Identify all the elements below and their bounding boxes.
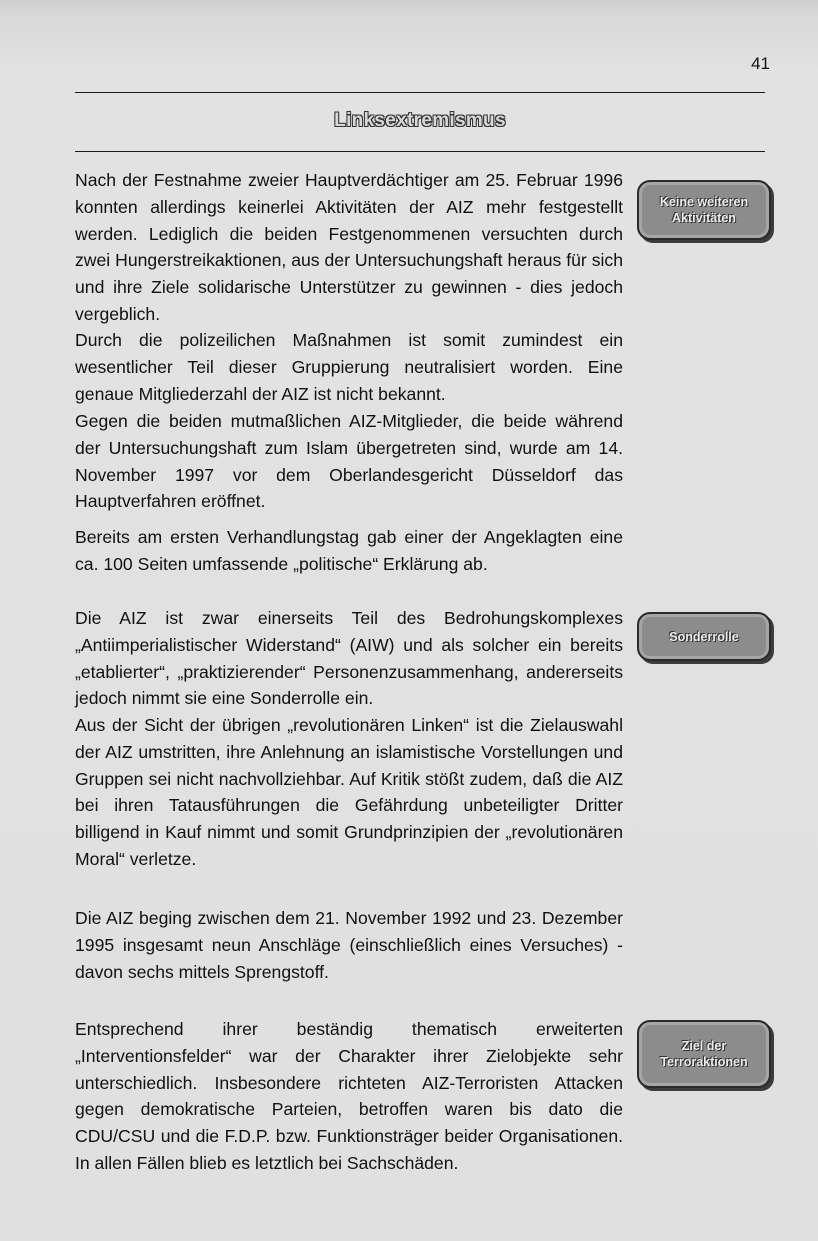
page-edge-shadow [0, 0, 818, 16]
paragraph-targets: Entsprechend ihrer beständig thematisch erweiterten „Interventionsfelder“ war der Charakter ihrer Zielobjekte sehr unterschiedlich. Insbesondere richteten AIZ-Terroristen Attacken gegen demokratische Parteien, betroffen waren bis dato die CDU/CSU und die F.D.P. bzw. Funktionsträger beider Organisationen. In allen Fällen blieb es letztlich bei Sachschäden. [75, 1019, 623, 1173]
paragraph-trial: Gegen die beiden mutmaßlichen AIZ-Mitglieder, die beide während der Untersuchungshaft zum Islam übergetreten sind, wurde am 14. November 1997 vor dem Oberlandesgericht Düsseldorf das Hauptverfahren eröffnet. [75, 411, 623, 512]
paragraph-arrest: Nach der Festnahme zweier Hauptverdächtiger am 25. Februar 1996 konnten allerdings keinerlei Aktivitäten der AIZ mehr festgestellt werden. Lediglich die beiden Festgenommenen versuchten durch zwei Hungerstreikaktionen, aus der Untersuchungshaft heraus für sich und ihre Ziele solidarische Unterstützer zu gewinnen - dies jedoch vergeblich. [75, 170, 623, 324]
page-number: 41 [751, 54, 770, 73]
margin-note-special-role [637, 612, 771, 661]
header-rule-top [75, 92, 765, 93]
margin-note-text: Sonderrolle [669, 629, 739, 644]
section-title: Linksextremismus [334, 110, 506, 131]
paragraph-declaration: Bereits am ersten Verhandlungstag gab einer der Angeklagten eine ca. 100 Seiten umfassende „politische“ Erklärung ab. [75, 527, 623, 574]
margin-note-no-activities [637, 180, 771, 240]
margin-note-text: Keine weiteren [659, 195, 749, 209]
header-rule-bottom [75, 151, 765, 152]
margin-note-text: Terroraktionen [660, 1055, 748, 1069]
paragraph-attacks: Die AIZ beging zwischen dem 21. November 1992 und 23. Dezember 1995 insgesamt neun Anschläge (einschließlich eines Versuches) - davon sechs mittels Sprengstoff. [75, 908, 623, 982]
margin-note-text: Ziel der [681, 1039, 727, 1053]
paragraph-neutralized: Durch die polizeilichen Maßnahmen ist somit zumindest ein wesentlicher Teil dieser Gruppierung neutralisiert worden. Eine genaue Mitgliederzahl der AIZ ist nicht bekannt. [75, 330, 623, 404]
margin-note-targets [637, 1020, 771, 1088]
paragraph-special-role: Die AIZ ist zwar einerseits Teil des Bedrohungskomplexes „Antiimperialistischer Widerstand“ (AIW) und als solcher ein bereits „etablierter“, „praktizierender“ Personenzusammenhang, andererseits jedoch nimmt sie eine Sonderrolle ein. [75, 608, 623, 709]
paragraph-criticism: Aus der Sicht der übrigen „revolutionären Linken“ ist die Zielauswahl der AIZ umstritten, ihre Anlehnung an islamistische Vorstellungen und Gruppen sei nicht nachvollziehbar. Auf Kritik stößt zudem, daß die AIZ bei ihren Tatausführungen die Gefährdung unbeteiligter Dritter billigend in Kauf nimmt und somit Grundprinzipien der „revolutionären Moral“ verletze. [75, 715, 623, 869]
margin-note-text: Aktivitäten [672, 211, 736, 225]
